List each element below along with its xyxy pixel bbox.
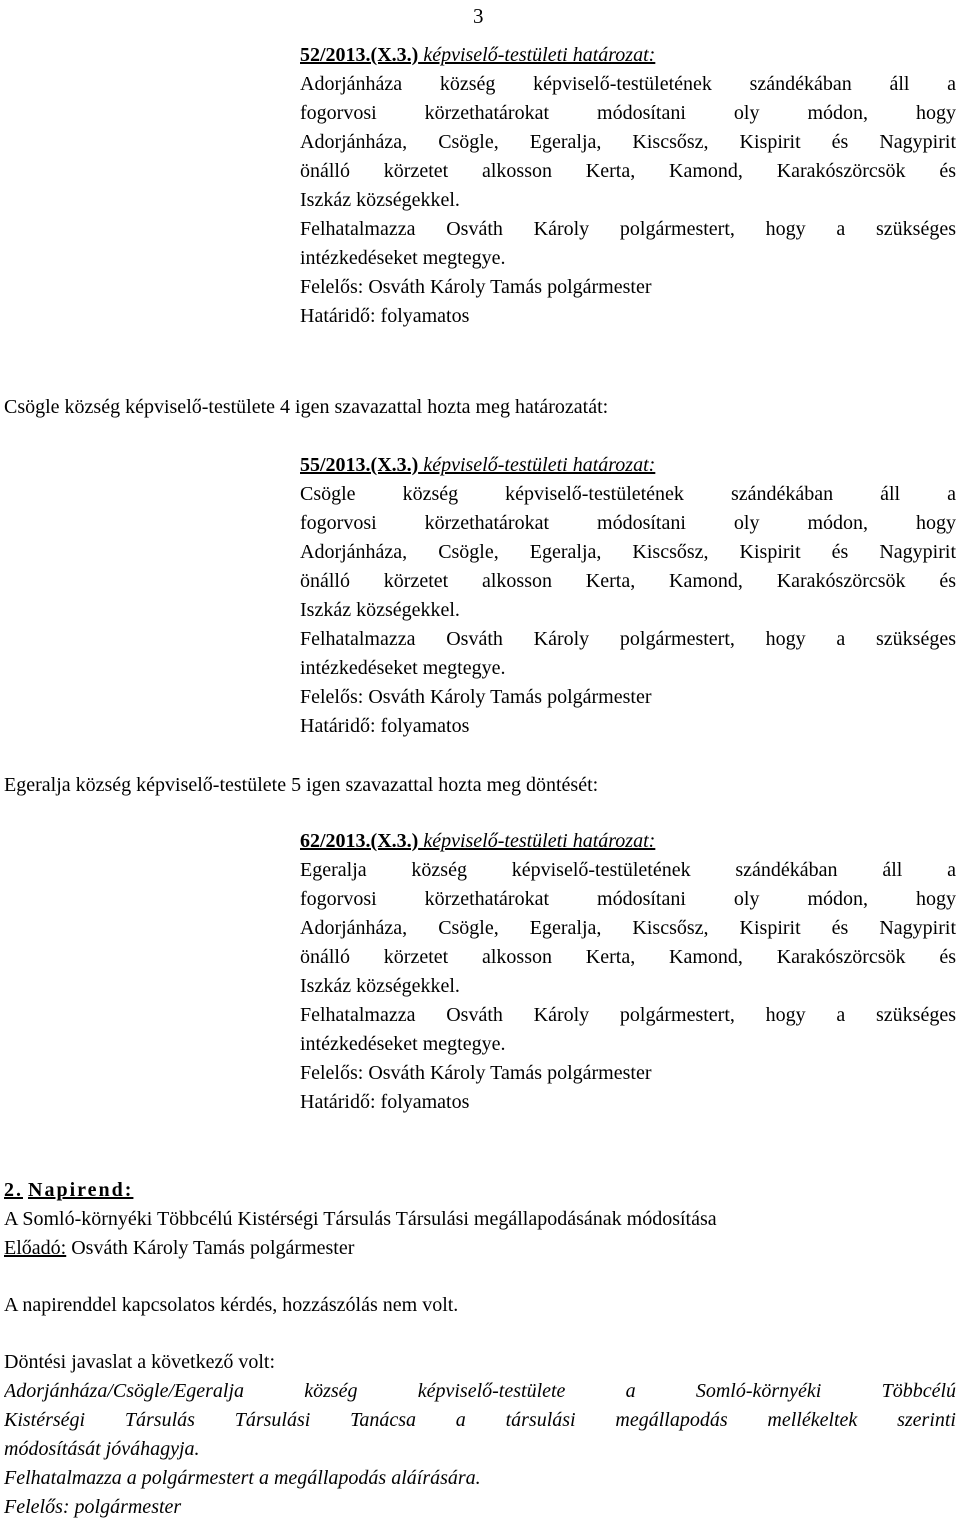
resolution-type: képviselő-testületi határozat:	[418, 44, 656, 66]
agenda-heading	[4, 1176, 956, 1205]
resolution-number: 62/2013.(X.3.)	[300, 830, 419, 852]
resolution-heading	[300, 451, 956, 480]
resolution-block-62	[300, 827, 956, 1117]
resolution-authorization: Felhatalmazza Osváth Károly polgármestert, hogy a szükséges	[300, 218, 956, 240]
resolution-text-line: Iszkáz községekkel.	[300, 975, 460, 997]
resolution-text-line: önálló körzetet alkosson Kerta, Kamond, Karakószörcsök és	[300, 946, 956, 968]
resolution-text-line: önálló körzetet alkosson Kerta, Kamond, Karakószörcsök és	[300, 570, 956, 592]
agenda-title: A Somló-környéki Többcélú Kistérségi Társulás Társulási megállapodásának módosítása	[4, 1208, 717, 1230]
resolution-text-line: önálló körzetet alkosson Kerta, Kamond, Karakószörcsök és	[300, 160, 956, 182]
proposal-line: Adorjánháza/Csögle/Egeralja község képviselő-testülete a Somló-környéki Többcélú	[4, 1380, 956, 1402]
page-number: 3	[473, 4, 484, 28]
resolution-text-line: fogorvosi körzethatárokat módosítani oly módon, hogy	[300, 888, 956, 910]
resolution-authorization: intézkedéseket megtegye.	[300, 657, 506, 679]
resolution-heading	[300, 41, 956, 70]
resolution-deadline: Határidő: folyamatos	[300, 305, 470, 327]
resolution-responsible: Felelős: Osváth Károly Tamás polgármester	[300, 276, 652, 298]
resolution-authorization: Felhatalmazza Osváth Károly polgármestert, hogy a szükséges	[300, 1004, 956, 1026]
agenda-number: 2.	[4, 1179, 23, 1201]
resolution-text-line: Iszkáz községekkel.	[300, 189, 460, 211]
resolution-authorization: intézkedéseket megtegye.	[300, 247, 506, 269]
presenter-name: Osváth Károly Tamás polgármester	[66, 1237, 355, 1259]
resolution-block-55	[300, 451, 956, 741]
resolution-number: 55/2013.(X.3.)	[300, 454, 419, 476]
no-questions-statement: A napirenddel kapcsolatos kérdés, hozzászólás nem volt.	[4, 1294, 459, 1316]
resolution-responsible: Felelős: Osváth Károly Tamás polgármester	[300, 1062, 652, 1084]
proposal-text	[4, 1377, 956, 1464]
resolution-text-line: fogorvosi körzethatárokat módosítani oly módon, hogy	[300, 102, 956, 124]
presenter-label: Előadó:	[4, 1237, 67, 1259]
resolution-type: képviselő-testületi határozat:	[418, 830, 656, 852]
resolution-authorization: Felhatalmazza Osváth Károly polgármestert, hogy a szükséges	[300, 628, 956, 650]
resolution-text-line: Egeralja község képviselő-testületének szándékában áll a	[300, 859, 956, 881]
resolution-text-line: Adorjánháza, Csögle, Egeralja, Kiscsősz, Kispirit és Nagypirit	[300, 541, 956, 563]
resolution-responsible: Felelős: Osváth Károly Tamás polgármester	[300, 686, 652, 708]
proposal-authorization: Felhatalmazza a polgármestert a megállapodás aláírására.	[4, 1467, 481, 1489]
resolution-block-52	[300, 41, 956, 331]
resolution-text-line: Adorjánháza község képviselő-testületének szándékában áll a	[300, 73, 956, 95]
resolution-heading	[300, 827, 956, 856]
resolution-text-line: Csögle község képviselő-testületének szándékában áll a	[300, 483, 956, 505]
proposal-line: Kistérségi Társulás Társulási Tanácsa a társulási megállapodás mellékeltek szerinti	[4, 1409, 956, 1431]
vote-statement-csogle: Csögle község képviselő-testülete 4 igen szavazattal hozta meg határozatát:	[4, 396, 609, 418]
proposal-intro: Döntési javaslat a következő volt:	[4, 1351, 276, 1373]
proposal-line: módosítását jóváhagyja.	[4, 1438, 200, 1460]
resolution-type: képviselő-testületi határozat:	[418, 454, 656, 476]
agenda-presenter	[4, 1234, 956, 1263]
resolution-number: 52/2013.(X.3.)	[300, 44, 419, 66]
vote-statement-egeralja: Egeralja község képviselő-testülete 5 igen szavazattal hozta meg döntését:	[4, 774, 599, 796]
agenda-label: Napirend:	[28, 1179, 134, 1201]
resolution-deadline: Határidő: folyamatos	[300, 715, 470, 737]
resolution-text-line: Adorjánháza, Csögle, Egeralja, Kiscsősz, Kispirit és Nagypirit	[300, 131, 956, 153]
resolution-text-line: Adorjánháza, Csögle, Egeralja, Kiscsősz, Kispirit és Nagypirit	[300, 917, 956, 939]
resolution-text-line: Iszkáz községekkel.	[300, 599, 460, 621]
resolution-deadline: Határidő: folyamatos	[300, 1091, 470, 1113]
resolution-authorization: intézkedéseket megtegye.	[300, 1033, 506, 1055]
resolution-text-line: fogorvosi körzethatárokat módosítani oly módon, hogy	[300, 512, 956, 534]
proposal-responsible: Felelős: polgármester	[4, 1496, 182, 1518]
